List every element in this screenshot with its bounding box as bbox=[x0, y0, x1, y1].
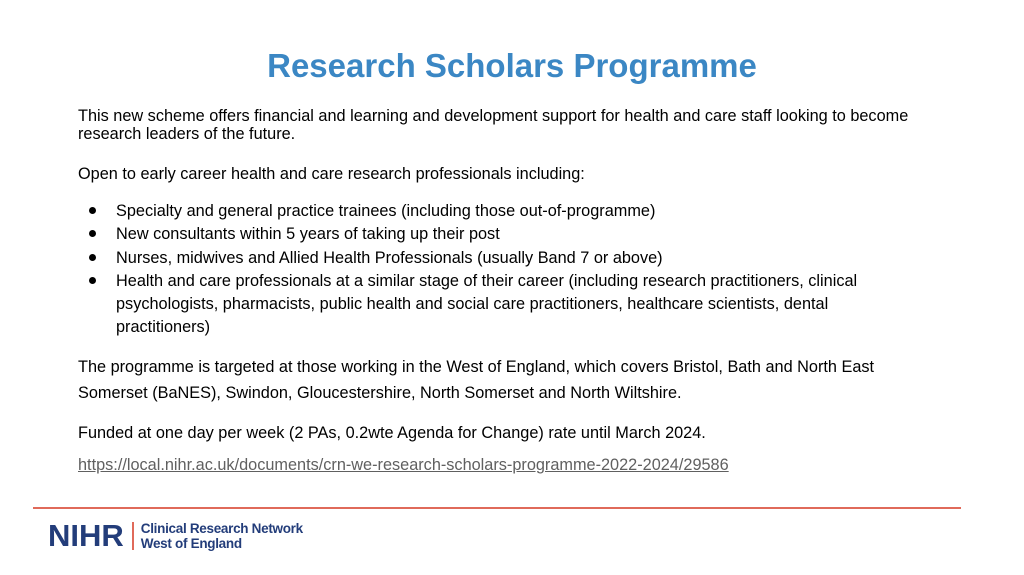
eligibility-list bbox=[78, 200, 908, 340]
logo-wordmark: NIHR bbox=[48, 518, 124, 553]
logo-line-1: Clinical Research Network bbox=[140, 521, 303, 536]
list-item-text: Nurses, midwives and Allied Health Professionals (usually Band 7 or above) bbox=[116, 248, 663, 267]
region-paragraph: The programme is targeted at those working in the West of England, which covers Bristol, Bath and North East Somerset (BaNES), Swindon, Gloucestershire, North Somerset and North Wiltshire. bbox=[78, 358, 875, 402]
list-item bbox=[78, 247, 908, 270]
logo-network-name bbox=[141, 521, 303, 551]
intro-paragraph: This new scheme offers financial and learning and development support for health and care staff looking to become research leaders of the future. bbox=[78, 107, 909, 143]
list-item bbox=[78, 270, 908, 340]
logo-line-2: West of England bbox=[140, 536, 242, 551]
list-item-text: New consultants within 5 years of taking up their post bbox=[116, 225, 500, 244]
slide-title: Research Scholars Programme bbox=[267, 47, 757, 84]
bullet-icon bbox=[89, 207, 96, 214]
list-item-text: Specialty and general practice trainees (including those out-of-programme) bbox=[116, 202, 656, 220]
list-item bbox=[78, 223, 908, 246]
list-item-text: Health and care professionals at a similar stage of their career (including research practitioners, clinical psychologists, pharmacists, public health and social care practitioners, healthcare scientists, dental practitioners) bbox=[116, 271, 858, 337]
eligibility-intro: Open to early career health and care research professionals including: bbox=[78, 165, 585, 183]
programme-link[interactable]: https://local.nihr.ac.uk/documents/crn-we-research-scholars-programme-2022-2024/29586 bbox=[78, 456, 729, 474]
bullet-icon bbox=[89, 230, 96, 237]
footer-divider bbox=[33, 507, 961, 509]
bullet-icon bbox=[89, 277, 96, 284]
bullet-icon bbox=[89, 254, 96, 261]
funding-paragraph: Funded at one day per week (2 PAs, 0.2wte Agenda for Change) rate until March 2024. bbox=[78, 424, 706, 442]
list-item bbox=[78, 200, 908, 223]
logo-divider bbox=[132, 522, 134, 550]
nihr-logo bbox=[48, 518, 303, 554]
